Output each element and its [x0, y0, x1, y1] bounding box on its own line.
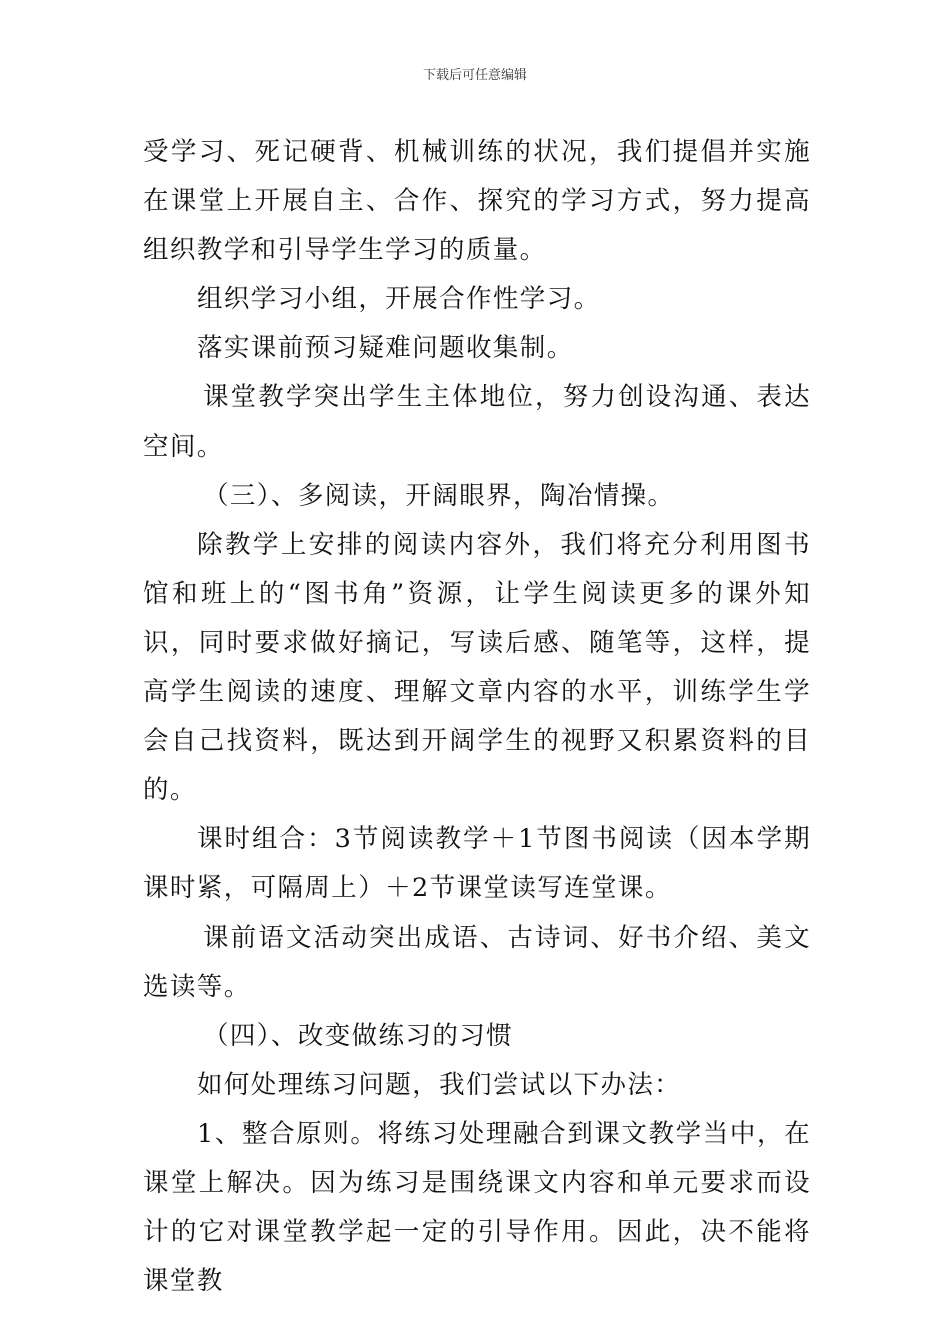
paragraph-continued: 受学习、死记硬背、机械训练的状况，我们提倡并实施在课堂上开展自主、合作、探究的学习方式，努力提高组织教学和引导学生学习的质量。	[143, 137, 811, 266]
paragraph-pre-class-activities: 课前语文活动突出成语、古诗词、好书介绍、美文选读等。	[143, 922, 811, 1002]
paragraph-student-centered: 课堂教学突出学生主体地位，努力创设沟通、表达空间。	[143, 382, 811, 462]
paragraph-exercise-methods: 如何处理练习问题，我们尝试以下办法：	[197, 1069, 682, 1100]
document-body	[143, 128, 811, 1306]
paragraph-study-groups: 组织学习小组，开展合作性学习。	[197, 284, 601, 315]
paragraph-reading-resources: 除教学上安排的阅读内容外，我们将充分利用图书馆和班上的“图书角”资源，让学生阅读更多的课外知识，同时要求做好摘记，写读后感、随笔等，这样，提高学生阅读的速度、理解文章内容的水平，训练学生学会自己找资料，既达到开阔学生的视野又积累资料的目的。	[143, 529, 811, 806]
section-heading-exercises: （四）、改变做练习的习惯	[203, 1020, 514, 1051]
paragraph-class-schedule: 课时组合：3节阅读教学＋1节图书阅读（因本学期课时紧，可隔周上）＋2节课堂读写连堂课。	[143, 824, 811, 904]
page-header-note: 下载后可任意编辑	[422, 68, 527, 83]
section-heading-reading: （三）、多阅读，开阔眼界，陶冶情操。	[203, 480, 675, 511]
paragraph-preview-questions: 落实课前预习疑难问题收集制。	[197, 333, 574, 364]
paragraph-integration-principle: 1、整合原则。将练习处理融合到课文教学当中，在课堂上解决。因为练习是围绕课文内容和单元要求而设计的它对课堂教学起一定的引导作用。因此，决不能将课堂教	[143, 1118, 811, 1297]
